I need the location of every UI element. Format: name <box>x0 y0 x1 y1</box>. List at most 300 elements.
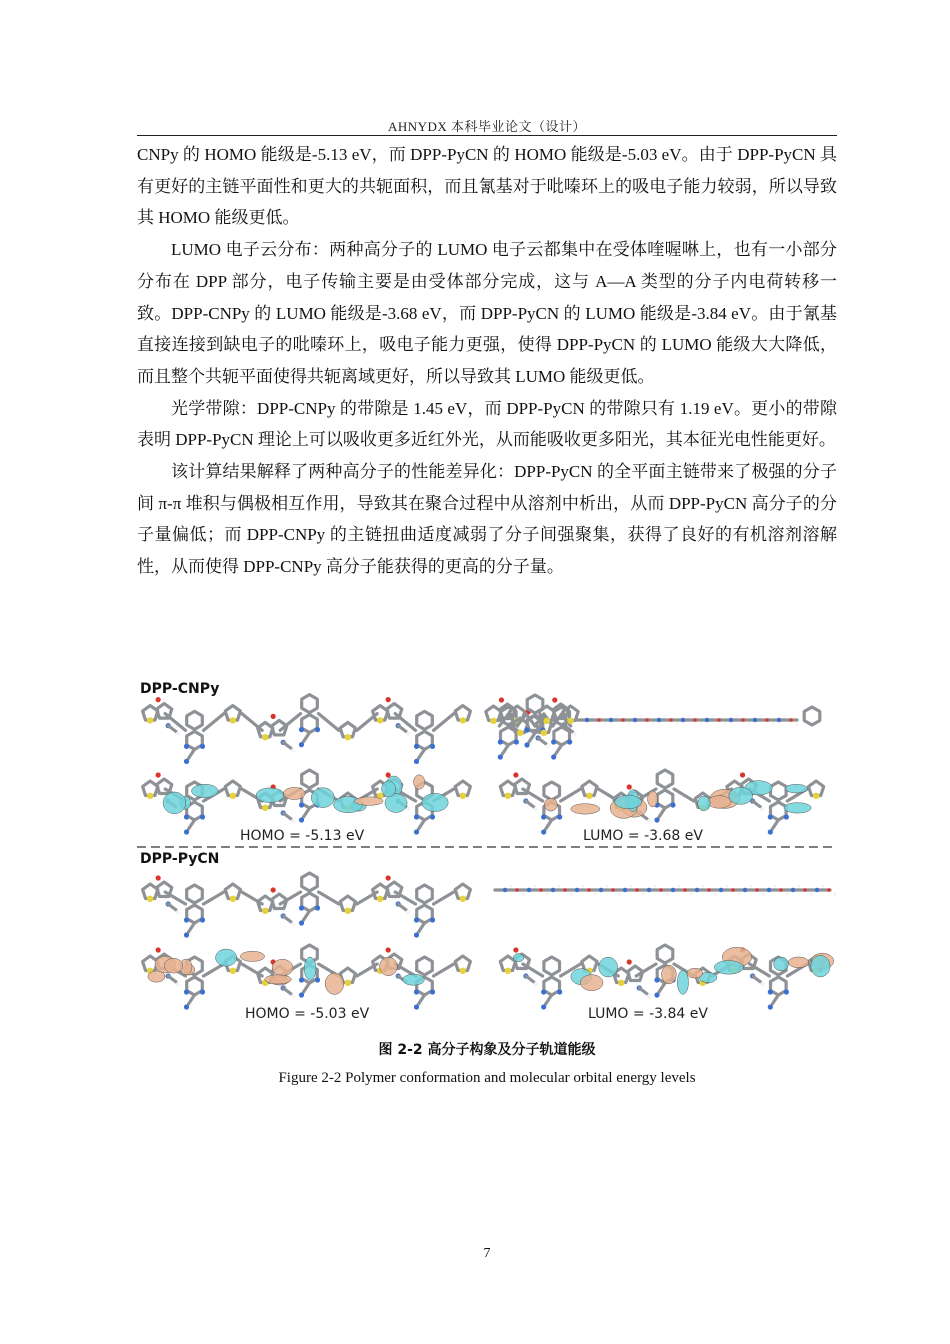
orbital-lobe <box>240 951 264 961</box>
atom <box>524 742 529 747</box>
orbital-lobe <box>785 784 807 793</box>
atom <box>768 829 773 834</box>
atom <box>657 718 661 722</box>
bond <box>659 808 665 817</box>
atom <box>156 875 161 880</box>
bond <box>659 983 665 992</box>
bond <box>674 789 694 801</box>
atom <box>761 892 764 895</box>
atom <box>299 817 304 822</box>
atom <box>603 722 606 725</box>
atom <box>671 888 675 892</box>
sulfur-atom <box>490 718 496 724</box>
orbital-lobe <box>648 791 658 807</box>
atom <box>513 947 518 952</box>
atom <box>615 714 618 717</box>
ring-bond <box>187 711 203 729</box>
orbital-lobe <box>403 974 425 985</box>
orbital-lobe <box>192 784 219 797</box>
atom <box>833 892 836 895</box>
atom <box>184 759 189 764</box>
sulfur-atom <box>262 805 268 811</box>
sulfur-atom <box>813 793 819 799</box>
bond <box>304 733 310 742</box>
atom <box>414 932 419 937</box>
atom <box>541 829 546 834</box>
atom <box>551 739 556 744</box>
atom <box>430 989 435 994</box>
atom <box>605 884 608 887</box>
atom <box>784 989 789 994</box>
orbital-lobe <box>571 804 600 814</box>
orbital-lobe <box>729 787 753 804</box>
atom <box>563 888 567 892</box>
sulfur-atom <box>147 717 153 723</box>
atom <box>597 718 601 722</box>
atom <box>533 884 536 887</box>
bond <box>168 904 176 910</box>
atom <box>156 697 161 702</box>
atom <box>675 722 678 725</box>
atom <box>741 718 745 722</box>
orbital-lobe <box>698 796 711 811</box>
atom <box>291 819 295 823</box>
atom <box>627 722 630 725</box>
orbital-lobe <box>265 975 292 984</box>
bond <box>434 714 454 731</box>
atom <box>315 905 320 910</box>
orbital-lobe <box>283 787 305 799</box>
atom <box>315 727 320 732</box>
sulfur-atom <box>230 793 236 799</box>
atom <box>670 802 675 807</box>
orbital-lobe <box>380 957 398 975</box>
orbital-lobe <box>422 793 448 811</box>
sulfur-atom <box>147 793 153 799</box>
figure-graphic <box>137 680 837 1025</box>
bond <box>204 714 224 731</box>
paragraph-1: CNPy 的 HOMO 能级是-5.13 eV，而 DPP-PyCN 的 HOMO 能级是-5.03 eV。由于 DPP-PyCN 具有更好的主链平面性和更大的共轭面积，而且氰基对于吡嗪环上的吸电子能力较弱，所以导致其 HOMO 能级更低。 <box>137 145 837 228</box>
orbital-lobe <box>304 957 316 980</box>
atom <box>749 884 752 887</box>
atom <box>299 727 304 732</box>
atom <box>271 887 276 892</box>
ring-bond <box>657 770 673 788</box>
atom <box>639 714 642 717</box>
ring-bond <box>544 957 560 975</box>
atom <box>777 718 781 722</box>
orbital-lobe <box>714 961 743 975</box>
atom <box>645 718 649 722</box>
atom <box>184 989 189 994</box>
atom <box>719 888 723 892</box>
bond <box>529 733 535 742</box>
atom <box>299 742 304 747</box>
atom <box>729 718 733 722</box>
atom <box>585 718 589 722</box>
atom <box>633 718 637 722</box>
atom <box>627 959 632 964</box>
atom <box>534 982 538 986</box>
atom <box>176 731 180 735</box>
bond <box>304 911 310 920</box>
atom <box>784 814 789 819</box>
bond <box>556 745 562 754</box>
sulfur-atom <box>618 980 624 986</box>
atom <box>768 814 773 819</box>
atom <box>184 932 189 937</box>
bond <box>189 995 195 1004</box>
atom <box>785 892 788 895</box>
atom <box>299 992 304 997</box>
atom <box>414 829 419 834</box>
sulfur-atom <box>377 717 383 723</box>
sulfur-atom <box>345 908 351 914</box>
bond <box>168 976 176 982</box>
atom <box>499 697 504 702</box>
orbital-lobe <box>272 959 293 976</box>
sulfur-atom <box>345 980 351 986</box>
atom <box>414 814 419 819</box>
bond <box>419 820 425 829</box>
bond <box>283 916 291 922</box>
atom <box>765 718 769 722</box>
panel-top <box>140 681 824 844</box>
atom <box>767 888 771 892</box>
homo-orbital-bottom <box>143 945 471 1010</box>
sulfur-atom <box>505 968 511 974</box>
bond <box>419 749 425 758</box>
panel-bottom <box>140 851 837 1022</box>
atom <box>552 697 557 702</box>
atom <box>725 884 728 887</box>
bond <box>204 892 224 904</box>
atom <box>430 814 435 819</box>
bond <box>319 714 339 731</box>
atom <box>156 772 161 777</box>
paragraph-2: LUMO 电子云分布：两种高分子的 LUMO 电子云都集中在受体喹喔啉上，也有一小部分分布在 DPP 部分，电子传输主要是由受体部分完成，这与 A—A 类型的分子内电荷转移一致。DPP-CNPy 的 LUMO 能级是-3.68 eV，而 DPP-PyCN 的 LUMO 能级是-3.84 eV。由于氰基直接连接到缺电子的吡嗪环上，吸电子能力更强，使得 DPP-PyCN 的 LUMO 能级大大降低，而且整个共轭平面使得共轭离域更好，所以导致其 LUMO 能级更低。 <box>137 240 837 386</box>
atom <box>717 718 721 722</box>
atom <box>623 888 627 892</box>
atom <box>654 817 659 822</box>
atom <box>539 888 543 892</box>
atom <box>621 718 625 722</box>
atom <box>545 892 548 895</box>
atom <box>386 772 391 777</box>
atom <box>299 802 304 807</box>
panel-label-dpp-cnpy: DPP-CNPy <box>140 681 220 697</box>
bond <box>434 892 454 904</box>
sulfur-atom <box>230 896 236 902</box>
lumo-orbital-bottom <box>500 945 833 1010</box>
sulfur-atom <box>505 793 511 799</box>
sulfur-atom <box>460 717 466 723</box>
atom <box>760 982 764 986</box>
atom <box>627 784 632 789</box>
atom <box>184 917 189 922</box>
panel-label-dpp-pycn: DPP-PyCN <box>140 851 220 867</box>
atom <box>809 892 812 895</box>
atom <box>299 977 304 982</box>
paragraph-4: 该计算结果解释了两种高分子的性能差异化：DPP-PyCN 的全平面主链带来了极强的分子间 π-π 堆积与偶极相互作用，导致其在聚合过程中从溶剂中析出，从而 DPP-PyCN 高分子的分子量偏低；而 DPP-CNPy 的主链扭曲适度减弱了分子间强聚集，获得了良好的有机溶剂溶解性，从而使得 DPP-CNPy 高分子能获得的更高的分子量。 <box>137 462 837 577</box>
atom <box>184 829 189 834</box>
atom <box>184 744 189 749</box>
bond <box>189 923 195 932</box>
atom <box>581 884 584 887</box>
atom <box>498 754 503 759</box>
atom <box>176 982 180 986</box>
atom <box>755 888 759 892</box>
atom <box>723 722 726 725</box>
molecule-structure-bottom-right <box>495 884 837 895</box>
atom <box>641 892 644 895</box>
atom <box>551 754 556 759</box>
bond <box>772 995 778 1004</box>
atom <box>593 892 596 895</box>
atom <box>681 718 685 722</box>
orbital-lobe <box>164 958 183 973</box>
atom <box>731 888 735 892</box>
atom <box>711 714 714 717</box>
atom <box>271 714 276 719</box>
atom <box>534 807 538 811</box>
atom <box>156 947 161 952</box>
orbital-lobe <box>687 968 703 978</box>
atom <box>414 759 419 764</box>
atom <box>514 739 519 744</box>
atom <box>647 994 651 998</box>
atom <box>783 714 786 717</box>
sulfur-atom <box>230 717 236 723</box>
atom <box>611 888 615 892</box>
orbital-lobe <box>355 797 384 806</box>
atom <box>430 744 435 749</box>
atom <box>693 718 697 722</box>
ring-bond <box>804 707 820 725</box>
atom <box>768 989 773 994</box>
atom <box>779 888 783 892</box>
ring-bond <box>544 782 560 800</box>
bond <box>419 995 425 1004</box>
paragraph-3: 光学带隙：DPP-CNPy 的带隙是 1.45 eV，而 DPP-PyCN 的带隙只有 1.19 eV。更小的带隙表明 DPP-PyCN 理论上可以吸收更多近红外光，从而能吸收更多阳光，其本征光电性能更好。 <box>137 398 837 450</box>
atom <box>689 892 692 895</box>
sulfur-atom <box>460 793 466 799</box>
atom <box>827 888 831 892</box>
atom <box>647 819 651 823</box>
atom <box>557 884 560 887</box>
orbital-lobe <box>311 788 334 808</box>
atom <box>617 892 620 895</box>
sulfur-atom <box>262 908 268 914</box>
atom <box>573 732 577 736</box>
atom <box>677 884 680 887</box>
bond <box>398 904 406 910</box>
bond <box>546 995 552 1004</box>
orbital-lobe <box>382 781 396 797</box>
atom <box>759 714 762 717</box>
atom <box>705 718 709 722</box>
orbital-lobe <box>216 949 237 966</box>
atom <box>513 772 518 777</box>
bond <box>189 749 195 758</box>
orbital-lobe <box>513 954 524 962</box>
atom <box>707 888 711 892</box>
bond <box>546 820 552 829</box>
atom <box>587 888 591 892</box>
atom <box>541 989 546 994</box>
bond <box>283 988 291 994</box>
ring-bond <box>417 711 433 729</box>
sulfur-atom <box>460 968 466 974</box>
atom <box>735 714 738 717</box>
orbital-lobe <box>784 803 811 813</box>
atom <box>821 884 824 887</box>
atom <box>498 739 503 744</box>
atom <box>567 739 572 744</box>
sulfur-atom <box>460 896 466 902</box>
molecule-structure-top-left <box>143 695 471 764</box>
sulfur-atom <box>544 718 550 724</box>
ring-bond <box>302 695 318 713</box>
atom <box>515 888 519 892</box>
atom <box>653 884 656 887</box>
atom <box>200 917 205 922</box>
figure-caption-en: Figure 2-2 Polymer conformation and molecular orbital energy levels <box>278 1070 696 1086</box>
atom <box>647 888 651 892</box>
bond <box>772 820 778 829</box>
atom <box>773 884 776 887</box>
atom <box>591 714 594 717</box>
atom <box>651 722 654 725</box>
ring-bond <box>302 873 318 891</box>
atom <box>291 994 295 998</box>
orbital-lobe <box>774 957 789 971</box>
sulfur-atom <box>230 968 236 974</box>
figure-2-2 <box>137 680 837 1025</box>
ring-bond <box>657 945 673 963</box>
atom <box>760 807 764 811</box>
atom <box>797 884 800 887</box>
ring-bond <box>187 885 203 903</box>
lumo-label-top: LUMO = -3.68 eV <box>583 828 703 844</box>
lumo-orbital-top <box>500 770 823 835</box>
orbital-lobe <box>788 957 808 968</box>
orbital-lobe <box>544 798 557 811</box>
bond <box>526 976 534 982</box>
atom <box>315 977 320 982</box>
atom <box>546 744 550 748</box>
atom <box>386 947 391 952</box>
bond <box>434 964 454 976</box>
bond <box>753 801 761 807</box>
sulfur-atom <box>377 896 383 902</box>
homo-label-top: HOMO = -5.13 eV <box>240 828 365 844</box>
atom <box>803 888 807 892</box>
bond <box>189 820 195 829</box>
atom <box>713 892 716 895</box>
atom <box>771 722 774 725</box>
orbital-lobe <box>708 796 732 809</box>
orbital-lobe <box>615 795 642 808</box>
atom <box>575 888 579 892</box>
atom <box>551 888 555 892</box>
atom <box>184 1004 189 1009</box>
atom <box>743 888 747 892</box>
atom <box>200 744 205 749</box>
orbital-lobe <box>148 971 165 982</box>
atom <box>414 989 419 994</box>
figure-caption-cn: 图 2-2 高分子构象及分子轨道能级 <box>378 1042 596 1058</box>
atom <box>414 1004 419 1009</box>
atom <box>609 718 613 722</box>
atom <box>789 718 793 722</box>
atom <box>414 917 419 922</box>
ring-bond <box>302 770 318 788</box>
bond <box>304 808 310 817</box>
bond <box>502 745 508 754</box>
atom <box>768 1004 773 1009</box>
atom <box>521 892 524 895</box>
atom <box>176 910 180 914</box>
orbital-lobe <box>599 957 618 977</box>
atom <box>753 718 757 722</box>
atom <box>414 744 419 749</box>
atom <box>663 714 666 717</box>
bond <box>753 976 761 982</box>
bond <box>319 892 339 904</box>
orbital-lobe <box>662 965 677 984</box>
atom <box>654 977 659 982</box>
atom <box>541 1004 546 1009</box>
orbital-lobe <box>414 775 425 790</box>
orbital-lobe <box>580 975 603 991</box>
bond <box>398 726 406 732</box>
bond <box>168 726 176 732</box>
running-header: AHNYDX 本科毕业论文（设计） <box>387 119 587 134</box>
ring-bond <box>417 957 433 975</box>
atom <box>557 814 562 819</box>
bond <box>538 738 546 744</box>
orbital-lobe <box>325 973 344 994</box>
atom <box>699 722 702 725</box>
atom <box>406 910 410 914</box>
molecule-structure-bottom-left <box>143 873 471 938</box>
atom <box>791 888 795 892</box>
sulfur-atom <box>147 896 153 902</box>
atom <box>524 727 529 732</box>
sulfur-atom <box>262 734 268 740</box>
atom <box>200 989 205 994</box>
sulfur-atom <box>517 730 523 736</box>
atom <box>386 697 391 702</box>
atom <box>659 888 663 892</box>
lumo-label-bottom: LUMO = -3.84 eV <box>588 1006 708 1022</box>
bond <box>283 813 291 819</box>
orbital-lobe <box>256 788 284 803</box>
atom <box>701 884 704 887</box>
atom <box>683 888 687 892</box>
atom <box>299 920 304 925</box>
atom <box>503 888 507 892</box>
atom <box>635 888 639 892</box>
sulfur-atom <box>567 718 573 724</box>
homo-orbital-top <box>143 770 471 835</box>
bond <box>283 742 291 748</box>
orbital-lobe <box>811 955 830 977</box>
atom <box>629 884 632 887</box>
sulfur-atom <box>345 734 351 740</box>
atom <box>815 888 819 892</box>
